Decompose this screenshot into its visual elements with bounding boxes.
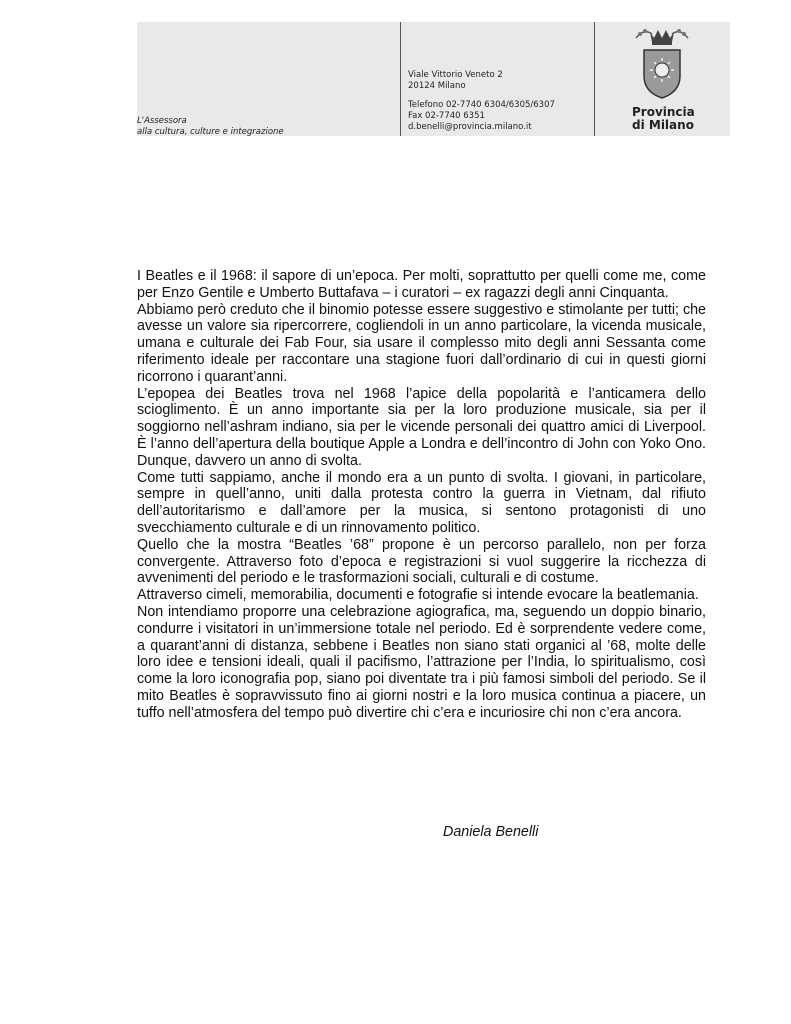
paragraph: L’epopea dei Beatles trova nel 1968 l’apice della popolarità e l’anticamera dello scioglimento. È un anno importante sia per la loro produzione musicale, sia per il soggiorno nell’ashram indiano, sia per le vicende personali dei quattro amici di Liverpool. È l’anno dell’apertura della boutique Apple a Londra e dell’incontro di John con Yoko Ono. Dunque, davvero un anno di svolta. [137,385,706,469]
letter-body [137,268,706,722]
contact-block [408,70,555,133]
paragraph: Come tutti sappiamo, anche il mondo era a un punto di svolta. I giovani, in particolare, sempre in quell’anno, uniti dalla protesta contro la guerra in Vietnam, dal rifiuto dell’autoritarismo e dall’amore per la musica, si sentono protagonisti di uno svecchiamento culturale e di un rinnovamento politico. [137,469,706,536]
coat-of-arms-icon [628,24,696,100]
divider-line [400,22,401,136]
sender-block [137,116,284,138]
address-line: Viale Vittorio Veneto 2 [408,70,503,80]
paragraph: Attraverso cimeli, memorabilia, documenti e fotografie si intende evocare la beatlemania. [137,587,699,604]
address-line: 20124 Milano [408,81,466,91]
paragraph: Non intendiamo proporre una celebrazione agiografica, ma, seguendo un doppio binario, condurre i visitatori in un’immersione totale nel periodo. Ed è sorprendente vedere come, a quarant’anni di distanza, sebbene i Beatles non siano stati organici al ’68, molte delle loro idee e tensioni ideali, quali il pacifismo, l’attrazione per l’India, lo spiritualismo, così come la loro iconografia pop, siano poi diventate tra i più famosi simboli del periodo. Se il mito Beatles è sopravvissuto fino ai giorni nostri e la loro musica continua a piacere, un tuffo nell’atmosfera del tempo può divertire chi c’era e incuriosire chi non c’era ancora. [137,603,706,721]
divider-line [594,22,595,136]
email-address: d.benelli@provincia.milano.it [408,122,532,132]
sender-department: alla cultura, culture e integrazione [137,127,284,137]
logo-line: Provincia [632,105,695,119]
letterhead [0,0,791,140]
logo-line: di Milano [632,118,694,132]
sender-role: L'Assessora [137,116,187,126]
logo-wordmark [632,106,695,132]
fax-number: Fax 02-7740 6351 [408,111,485,121]
paragraph: Abbiamo però creduto che il binomio potesse essere suggestivo e stimolante per tutti; che avesse un valore sia ripercorrere, cogliendoli in un anno particolare, la vicenda musicale, umana e culturale dei Fab Four, sia usare il complesso mito degli anni Sessanta come riferimento ideale per raccontare una stagione fuori dall’ordinario di cui in questi giorni ricorrono i quarant’anni. [137,301,707,385]
signature: Daniela Benelli [443,824,539,840]
provincia-logo [624,24,700,136]
paragraph: I Beatles e il 1968: il sapore di un’epoca. Per molti, soprattutto per quelli come me, come per Enzo Gentile e Umberto Buttafava – i curatori – ex ragazzi degli anni Cinquanta. [137,268,706,301]
paragraph: Quello che la mostra “Beatles ’68” propone è un percorso parallelo, non per forza convergente. Attraverso foto d’epoca e registrazioni si vuol suggerire la ricchezza di avvenimenti del periodo e le trasformazioni sociali, culturali e di costume. [137,536,706,587]
phone-number: Telefono 02-7740 6304/6305/6307 [408,100,555,110]
